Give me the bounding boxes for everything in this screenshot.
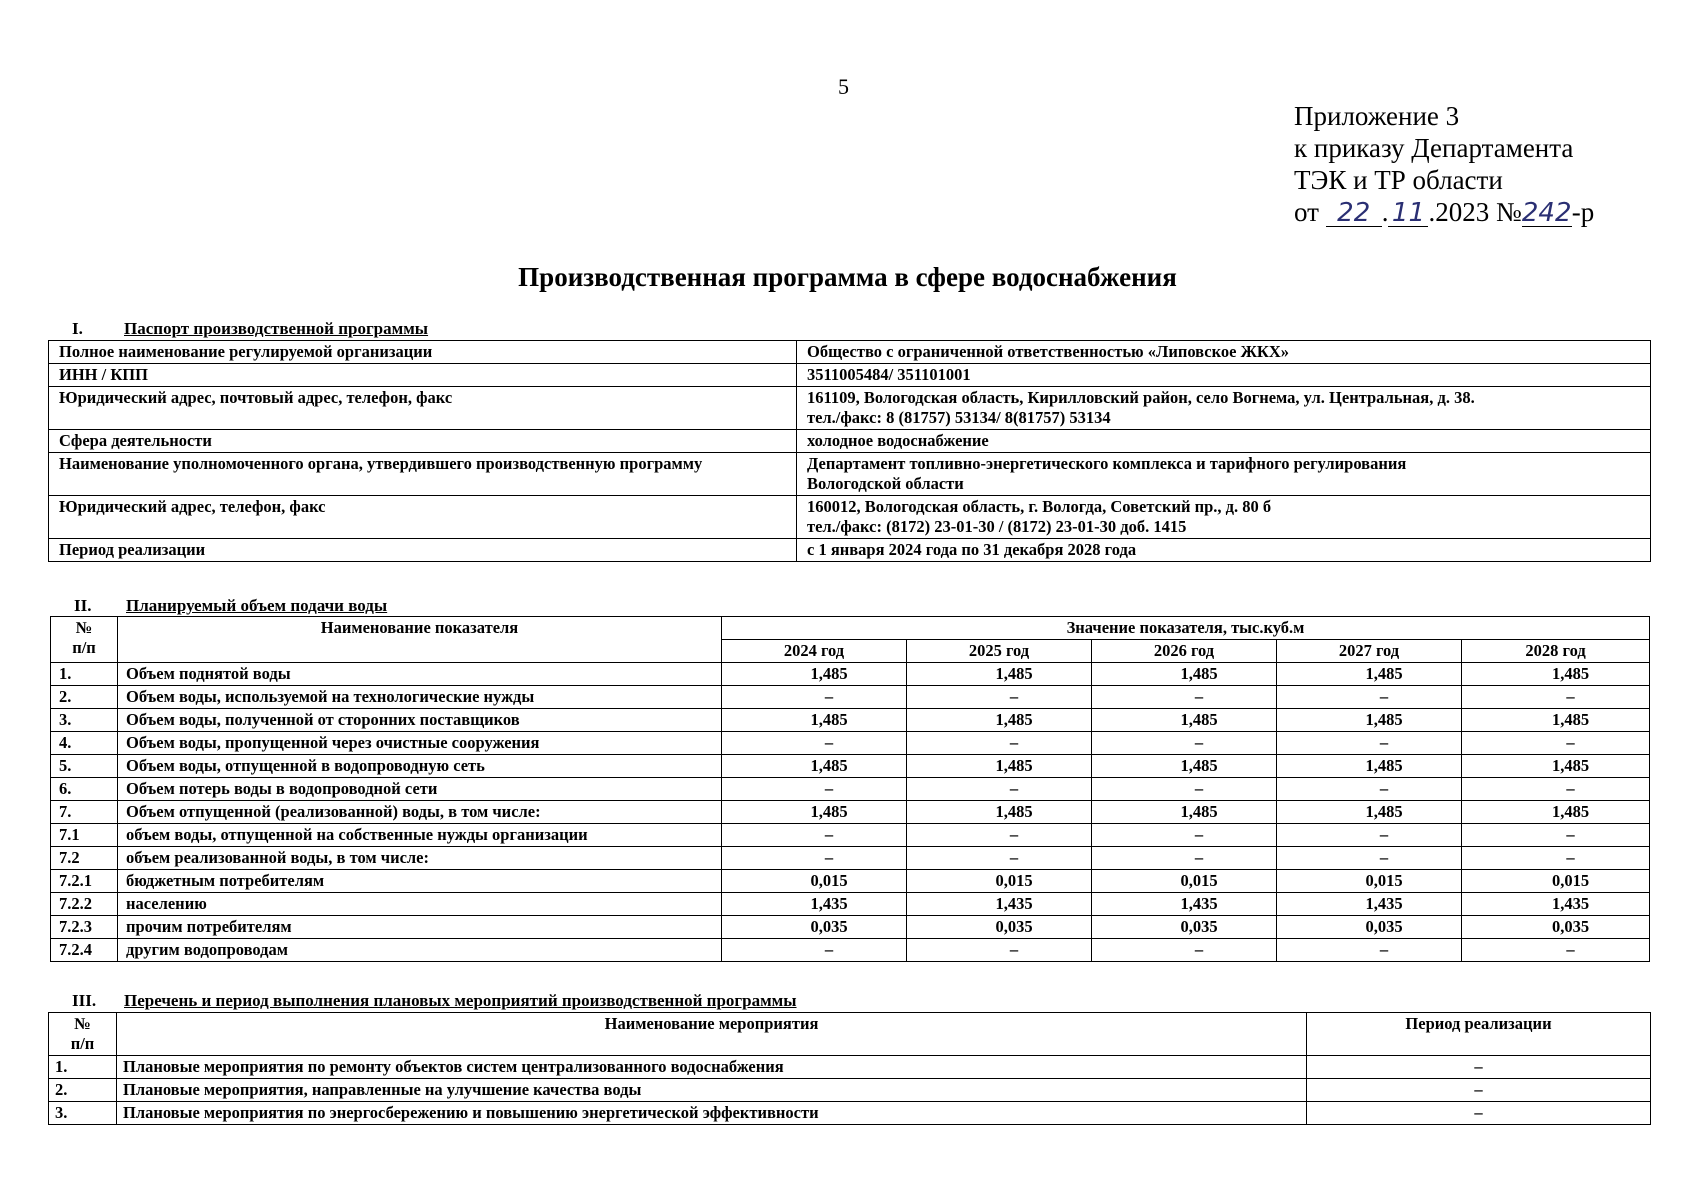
passport-value: с 1 января 2024 года по 31 декабря 2028 года xyxy=(797,539,1651,562)
indicator-value: 1,485 xyxy=(1092,663,1277,686)
measure-period: – xyxy=(1307,1102,1651,1125)
indicator-value: 1,485 xyxy=(907,709,1092,732)
table-row xyxy=(49,1056,1651,1079)
indicator-name: другим водопроводам xyxy=(118,939,722,962)
col-values-header: Значение показателя, тыс.куб.м xyxy=(722,617,1650,640)
indicator-name: бюджетным потребителям xyxy=(118,870,722,893)
table-row xyxy=(51,939,1650,962)
indicator-name: объем реализованной воды, в том числе: xyxy=(118,847,722,870)
indicator-name: Объем поднятой воды xyxy=(118,663,722,686)
table-row xyxy=(51,893,1650,916)
table-row xyxy=(51,824,1650,847)
passport-value: холодное водоснабжение xyxy=(797,430,1651,453)
year-header: 2027 год xyxy=(1277,640,1462,663)
measures-table xyxy=(48,1012,1651,1125)
section-3-heading xyxy=(72,991,797,1011)
water-volume-table xyxy=(50,616,1650,962)
table-row xyxy=(49,341,1651,364)
col-number-header xyxy=(51,617,118,663)
row-number: 5. xyxy=(51,755,118,778)
year-header: 2026 год xyxy=(1092,640,1277,663)
indicator-value: – xyxy=(1092,686,1277,709)
table-row xyxy=(49,496,1651,539)
handwritten-month: 11 xyxy=(1388,200,1428,227)
handwritten-day: 22 xyxy=(1326,200,1382,227)
indicator-value: – xyxy=(907,824,1092,847)
indicator-value: 0,015 xyxy=(1092,870,1277,893)
year-header: 2028 год xyxy=(1462,640,1650,663)
table-row xyxy=(49,453,1651,496)
indicator-value: – xyxy=(1462,686,1650,709)
header-row xyxy=(49,1013,1651,1056)
indicator-value: 1,485 xyxy=(1277,801,1462,824)
col-name-header: Наименование показателя xyxy=(118,617,722,663)
indicator-value: 1,485 xyxy=(722,709,907,732)
section-2-heading xyxy=(74,596,387,616)
indicator-value: – xyxy=(1462,939,1650,962)
indicator-value: – xyxy=(1092,824,1277,847)
indicator-value: – xyxy=(907,939,1092,962)
row-number: 3. xyxy=(49,1102,117,1125)
row-number: 7.1 xyxy=(51,824,118,847)
date-prefix: от xyxy=(1294,197,1319,227)
indicator-value: 1,435 xyxy=(1462,893,1650,916)
indicator-value: 1,485 xyxy=(1462,709,1650,732)
indicator-value: 1,485 xyxy=(1462,801,1650,824)
col-number-label: № xyxy=(75,618,93,637)
table-row xyxy=(51,755,1650,778)
indicator-value: – xyxy=(722,686,907,709)
indicator-value: 1,485 xyxy=(907,663,1092,686)
col-period-header: Период реализации xyxy=(1307,1013,1651,1056)
indicator-value: 0,015 xyxy=(1462,870,1650,893)
indicator-value: 1,435 xyxy=(1277,893,1462,916)
passport-value-line-2: тел./факс: (8172) 23-01-30 / (8172) 23-01-30 доб. 1415 xyxy=(807,517,1187,536)
indicator-value: 1,435 xyxy=(907,893,1092,916)
indicator-name: Объем потерь воды в водопроводной сети xyxy=(118,778,722,801)
section-3-title: Перечень и период выполнения плановых мероприятий производственной программы xyxy=(124,991,797,1010)
indicator-value: – xyxy=(1277,686,1462,709)
passport-value: 160012, Вологодская область, г. Вологда, Советский пр., д. 80 б xyxy=(807,497,1272,516)
annex-header xyxy=(1294,100,1594,228)
table-row xyxy=(49,387,1651,430)
indicator-value: 0,035 xyxy=(907,916,1092,939)
indicator-value: 0,035 xyxy=(1462,916,1650,939)
indicator-value: 1,485 xyxy=(722,801,907,824)
row-number: 1. xyxy=(51,663,118,686)
indicator-value: 1,485 xyxy=(722,755,907,778)
section-1-heading xyxy=(72,319,428,339)
indicator-value: 0,035 xyxy=(1277,916,1462,939)
row-number: 2. xyxy=(51,686,118,709)
table-row xyxy=(51,732,1650,755)
annex-line-1: Приложение 3 xyxy=(1294,101,1460,131)
measure-name: Плановые мероприятия по энергосбережению и повышению энергетической эффективности xyxy=(117,1102,1307,1125)
indicator-value: 1,485 xyxy=(1092,709,1277,732)
table-row xyxy=(51,847,1650,870)
document-title: Производственная программа в сфере водоснабжения xyxy=(518,262,1177,292)
indicator-value: – xyxy=(722,847,907,870)
indicator-value: – xyxy=(722,939,907,962)
row-number: 7.2.4 xyxy=(51,939,118,962)
indicator-value: – xyxy=(1462,778,1650,801)
row-number: 3. xyxy=(51,709,118,732)
table-row xyxy=(51,686,1650,709)
passport-value-line-2: Вологодской области xyxy=(807,474,964,493)
table-row xyxy=(49,1079,1651,1102)
measure-name: Плановые мероприятия по ремонту объектов систем централизованного водоснабжения xyxy=(117,1056,1307,1079)
indicator-value: – xyxy=(1277,824,1462,847)
passport-label: Сфера деятельности xyxy=(49,430,797,453)
annex-date-line: от 22 . 11 .2023 №242-р xyxy=(1294,197,1595,228)
table-row xyxy=(51,870,1650,893)
indicator-value: 0,015 xyxy=(907,870,1092,893)
indicator-value: – xyxy=(907,686,1092,709)
table-row xyxy=(51,778,1650,801)
indicator-value: – xyxy=(1277,778,1462,801)
row-number: 7. xyxy=(51,801,118,824)
passport-value-line-2: тел./факс: 8 (81757) 53134/ 8(81757) 53134 xyxy=(807,408,1111,427)
indicator-value: – xyxy=(1092,778,1277,801)
indicator-value: – xyxy=(1462,732,1650,755)
row-number: 2. xyxy=(49,1079,117,1102)
row-number: 1. xyxy=(49,1056,117,1079)
indicator-value: 1,485 xyxy=(722,663,907,686)
annex-line-2: к приказу Департамента xyxy=(1294,133,1574,163)
indicator-value: 1,485 xyxy=(1092,801,1277,824)
passport-value: Департамент топливно-энергетического комплекса и тарифного регулирования xyxy=(807,454,1407,473)
indicator-name: Объем воды, отпущенной в водопроводную сеть xyxy=(118,755,722,778)
passport-label: Юридический адрес, телефон, факс xyxy=(49,496,797,539)
table-row xyxy=(51,709,1650,732)
indicator-value: – xyxy=(1277,847,1462,870)
table-row xyxy=(51,801,1650,824)
passport-value-cell xyxy=(797,453,1651,496)
passport-table xyxy=(48,340,1651,562)
indicator-value: 1,435 xyxy=(1092,893,1277,916)
section-3-number: III. xyxy=(72,991,97,1010)
table-row xyxy=(49,430,1651,453)
indicator-value: – xyxy=(1092,939,1277,962)
indicator-value: 1,485 xyxy=(907,755,1092,778)
section-1-number: I. xyxy=(72,319,83,338)
year-header: 2024 год xyxy=(722,640,907,663)
measure-period: – xyxy=(1307,1056,1651,1079)
indicator-name: объем воды, отпущенной на собственные нужды организации xyxy=(118,824,722,847)
row-number: 7.2.3 xyxy=(51,916,118,939)
indicator-value: – xyxy=(1092,732,1277,755)
indicator-value: 1,485 xyxy=(1277,663,1462,686)
handwritten-order-number: 242 xyxy=(1521,198,1572,228)
passport-value: 3511005484/ 351101001 xyxy=(797,364,1651,387)
indicator-value: – xyxy=(907,847,1092,870)
indicator-name: населению xyxy=(118,893,722,916)
indicator-name: Объем воды, используемой на технологические нужды xyxy=(118,686,722,709)
indicator-value: 1,435 xyxy=(722,893,907,916)
table-row xyxy=(49,364,1651,387)
date-year: .2023 № xyxy=(1428,197,1522,227)
indicator-value: – xyxy=(722,778,907,801)
measure-name: Плановые мероприятия, направленные на улучшение качества воды xyxy=(117,1079,1307,1102)
passport-label: Наименование уполномоченного органа, утвердившего производственную программу xyxy=(49,453,797,496)
indicator-value: 1,485 xyxy=(1092,755,1277,778)
year-header: 2025 год xyxy=(907,640,1092,663)
indicator-value: – xyxy=(1092,847,1277,870)
passport-label: ИНН / КПП xyxy=(49,364,797,387)
indicator-value: 1,485 xyxy=(1277,755,1462,778)
row-number: 4. xyxy=(51,732,118,755)
indicator-value: – xyxy=(722,732,907,755)
passport-label: Полное наименование регулируемой организации xyxy=(49,341,797,364)
indicator-value: – xyxy=(1277,939,1462,962)
passport-value: 161109, Вологодская область, Кирилловский район, село Вогнема, ул. Центральная, д. 38. xyxy=(807,388,1475,407)
row-number: 7.2.2 xyxy=(51,893,118,916)
indicator-value: 1,485 xyxy=(1277,709,1462,732)
measure-period: – xyxy=(1307,1079,1651,1102)
indicator-value: 1,485 xyxy=(1462,663,1650,686)
passport-value-cell xyxy=(797,496,1651,539)
col-number-label-2: п/п xyxy=(70,1034,95,1053)
col-name-header: Наименование мероприятия xyxy=(117,1013,1307,1056)
table-row xyxy=(51,663,1650,686)
passport-label: Период реализации xyxy=(49,539,797,562)
col-number-label-2: п/п xyxy=(72,638,96,657)
col-number-header xyxy=(49,1013,117,1056)
table-row xyxy=(49,1102,1651,1125)
passport-label: Юридический адрес, почтовый адрес, телефон, факс xyxy=(49,387,797,430)
passport-value-cell xyxy=(797,387,1651,430)
indicator-value: – xyxy=(907,732,1092,755)
indicator-name: Объем отпущенной (реализованной) воды, в том числе: xyxy=(118,801,722,824)
row-number: 6. xyxy=(51,778,118,801)
indicator-value: – xyxy=(907,778,1092,801)
section-2-number: II. xyxy=(74,596,92,615)
indicator-value: 1,485 xyxy=(907,801,1092,824)
page-number: 5 xyxy=(838,74,849,99)
indicator-name: прочим потребителям xyxy=(118,916,722,939)
table-row xyxy=(49,539,1651,562)
row-number: 7.2 xyxy=(51,847,118,870)
passport-value: Общество с ограниченной ответственностью «Липовское ЖКХ» xyxy=(797,341,1651,364)
indicator-value: 0,035 xyxy=(722,916,907,939)
order-suffix: -р xyxy=(1571,197,1595,227)
indicator-name: Объем воды, полученной от сторонних поставщиков xyxy=(118,709,722,732)
col-number-label: № xyxy=(74,1014,91,1033)
row-number: 7.2.1 xyxy=(51,870,118,893)
section-2-title: Планируемый объем подачи воды xyxy=(126,596,388,615)
header-row xyxy=(51,617,1650,640)
annex-line-3: ТЭК и ТР области xyxy=(1294,165,1503,195)
section-1-title: Паспорт производственной программы xyxy=(124,319,429,338)
indicator-value: 0,015 xyxy=(722,870,907,893)
indicator-value: – xyxy=(1462,824,1650,847)
indicator-value: 0,035 xyxy=(1092,916,1277,939)
indicator-value: 1,485 xyxy=(1462,755,1650,778)
indicator-name: Объем воды, пропущенной через очистные сооружения xyxy=(118,732,722,755)
indicator-value: – xyxy=(1462,847,1650,870)
table-row xyxy=(51,916,1650,939)
indicator-value: 0,015 xyxy=(1277,870,1462,893)
indicator-value: – xyxy=(1277,732,1462,755)
indicator-value: – xyxy=(722,824,907,847)
